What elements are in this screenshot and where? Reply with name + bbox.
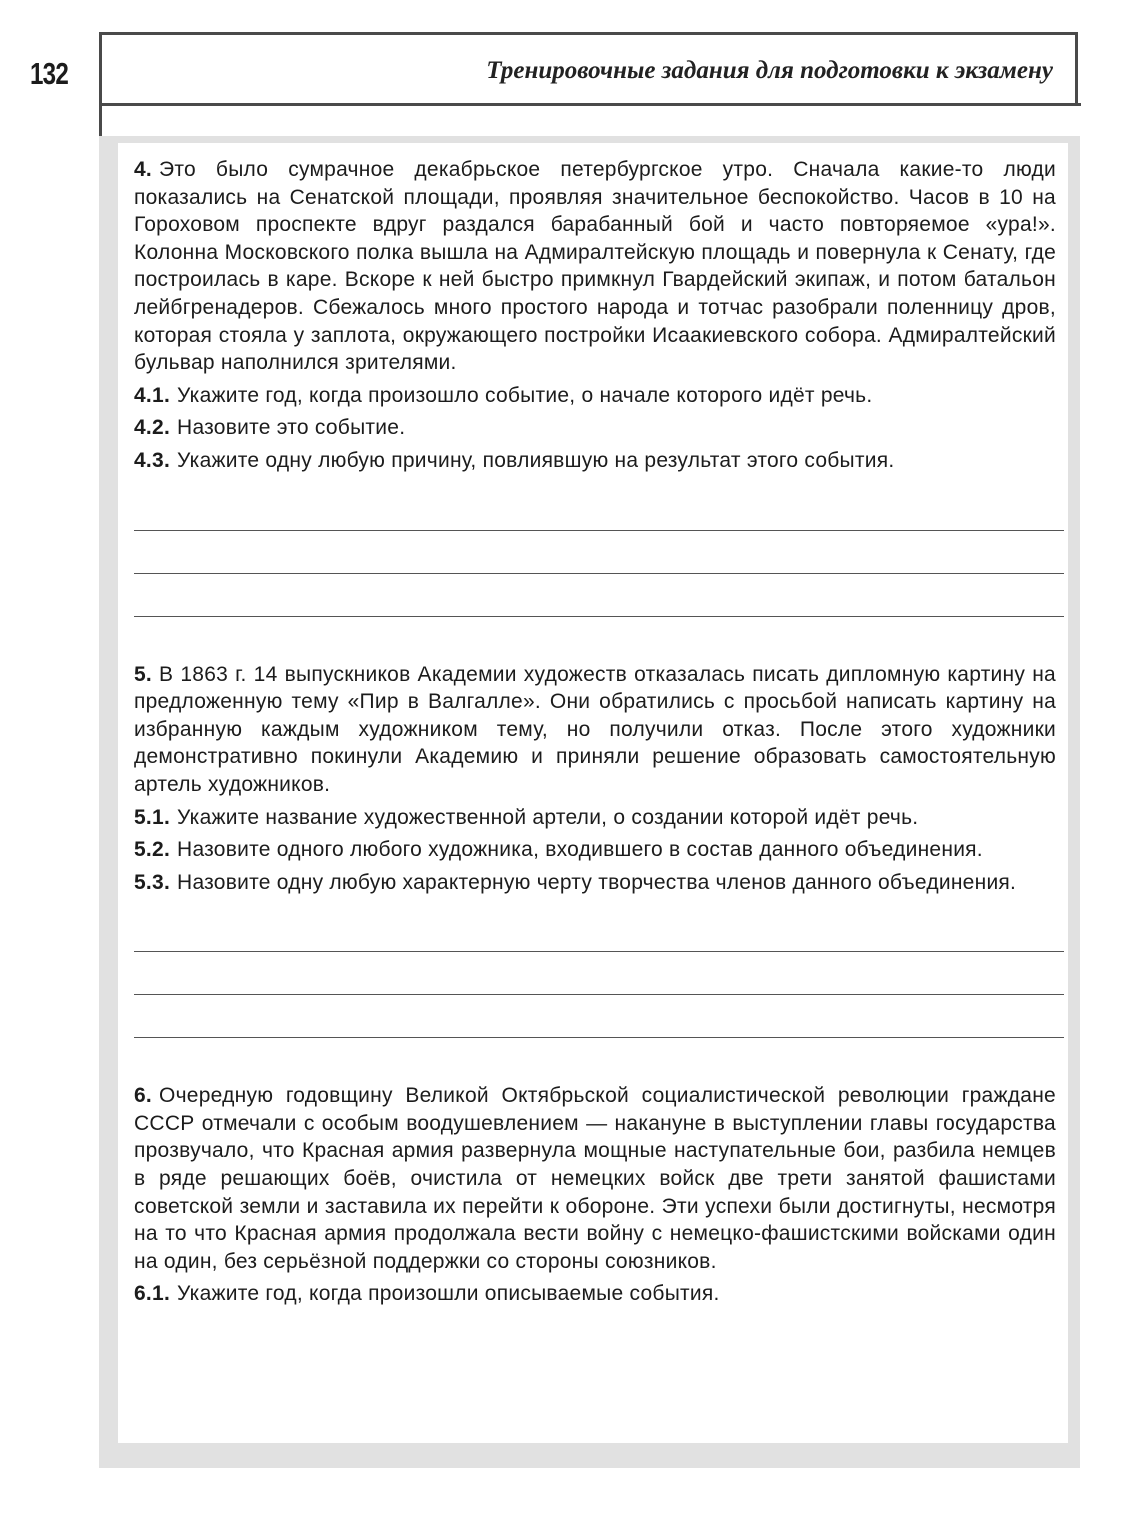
answer-lines-5 — [134, 914, 1056, 1038]
task-number: 4. — [134, 158, 153, 181]
task-6 — [134, 1082, 1056, 1308]
question-5-3 — [134, 869, 1056, 897]
question-number: 4.2. — [134, 416, 171, 440]
question-number: 5.1. — [134, 805, 171, 829]
question-number: 5.2. — [134, 838, 171, 862]
question-text: Назовите одного любого художника, входившего в состав данного объединения. — [177, 838, 983, 862]
question-text: Назовите это событие. — [177, 416, 406, 440]
task-passage: Очередную годовщину Великой Октябрьской социалистической революции граждане СССР отмечали с особым воодушевлением — накануне в выступлении главы государства прозвучало, что Красная армия развернула мощные наступательные бои, разбила немцев в ряде решающих боёв, очистила от немецких войск две трети занятой фашистами советской земли и заставила их перейти к обороне. Эти успехи были достигнуты, несмотря на то что Красная армия продолжала вести войну с немецко-фашистскими войсками один на один, без серьёзной поддержки со стороны союзников. — [134, 1084, 1056, 1273]
answer-lines-4 — [134, 493, 1056, 617]
question-number: 4.3. — [134, 448, 171, 472]
running-title: Тренировочные задания для подготовки к экзамену — [486, 57, 1053, 84]
question-text: Укажите название художественной артели, о создании которой идёт речь. — [177, 805, 919, 829]
answer-line[interactable] — [134, 531, 1064, 574]
question-text: Укажите одну любую причину, повлиявшую на результат этого события. — [177, 448, 895, 472]
task-4 — [134, 156, 1056, 617]
question-5-1 — [134, 804, 1056, 832]
answer-line[interactable] — [134, 914, 1064, 952]
task-passage: В 1863 г. 14 выпускников Академии художеств отказалась писать дипломную картину на предложенную тему «Пир в Валгалле». Они обратились с просьбой написать картину на избранную каждым художником тему, но получили отказ. После этого художники демонстративно покинули Академию и приняли решение образовать самостоятельную артель художников. — [134, 662, 1056, 796]
question-number: 5.3. — [134, 870, 171, 894]
answer-line[interactable] — [134, 493, 1064, 531]
question-number: 4.1. — [134, 383, 171, 407]
question-4-3 — [134, 447, 1056, 475]
task-number: 6. — [134, 1084, 153, 1108]
task-text — [134, 661, 1056, 799]
question-text: Укажите год, когда произошли описываемые события. — [177, 1282, 720, 1306]
task-text — [134, 156, 1056, 377]
page-number: 132 — [30, 56, 69, 91]
question-4-2 — [134, 414, 1056, 442]
answer-line[interactable] — [134, 574, 1064, 617]
header-rule — [99, 103, 1081, 106]
answer-line[interactable] — [134, 995, 1064, 1038]
question-text: Укажите год, когда произошло событие, о начале которого идёт речь. — [177, 383, 873, 407]
task-text — [134, 1082, 1056, 1275]
question-text: Назовите одну любую характерную черту творчества членов данного объединения. — [177, 870, 1017, 894]
question-6-1 — [134, 1280, 1056, 1308]
question-5-2 — [134, 836, 1056, 864]
task-number: 5. — [134, 662, 153, 686]
answer-line[interactable] — [134, 952, 1064, 995]
task-5 — [134, 661, 1056, 1039]
running-header — [99, 32, 1078, 104]
task-passage: Это было сумрачное декабрьское петербургское утро. Сначала какие-то люди показались на Сенатской площади, проявляя значительное беспокойство. Часов в 10 на Гороховом проспекте вдруг раздался барабанный бой и часто повторяемое «ура!». Колонна Московского полка вышла на Адмиралтейскую площадь и повернула к Сенату, где построилась в каре. Вскоре к ней быстро примкнул Гвардейский экипаж, и потом батальон лейбгренадеров. Сбежалось много простого народа и тотчас разобрали поленницу дров, которая стояла у заплота, окружающего постройки Исаакиевского собора. Адмиралтейский бульвар наполнился зрителями. — [134, 158, 1056, 375]
question-4-1 — [134, 382, 1056, 410]
header-spine — [99, 103, 102, 136]
question-number: 6.1. — [134, 1282, 171, 1306]
exercise-content — [118, 143, 1068, 1443]
